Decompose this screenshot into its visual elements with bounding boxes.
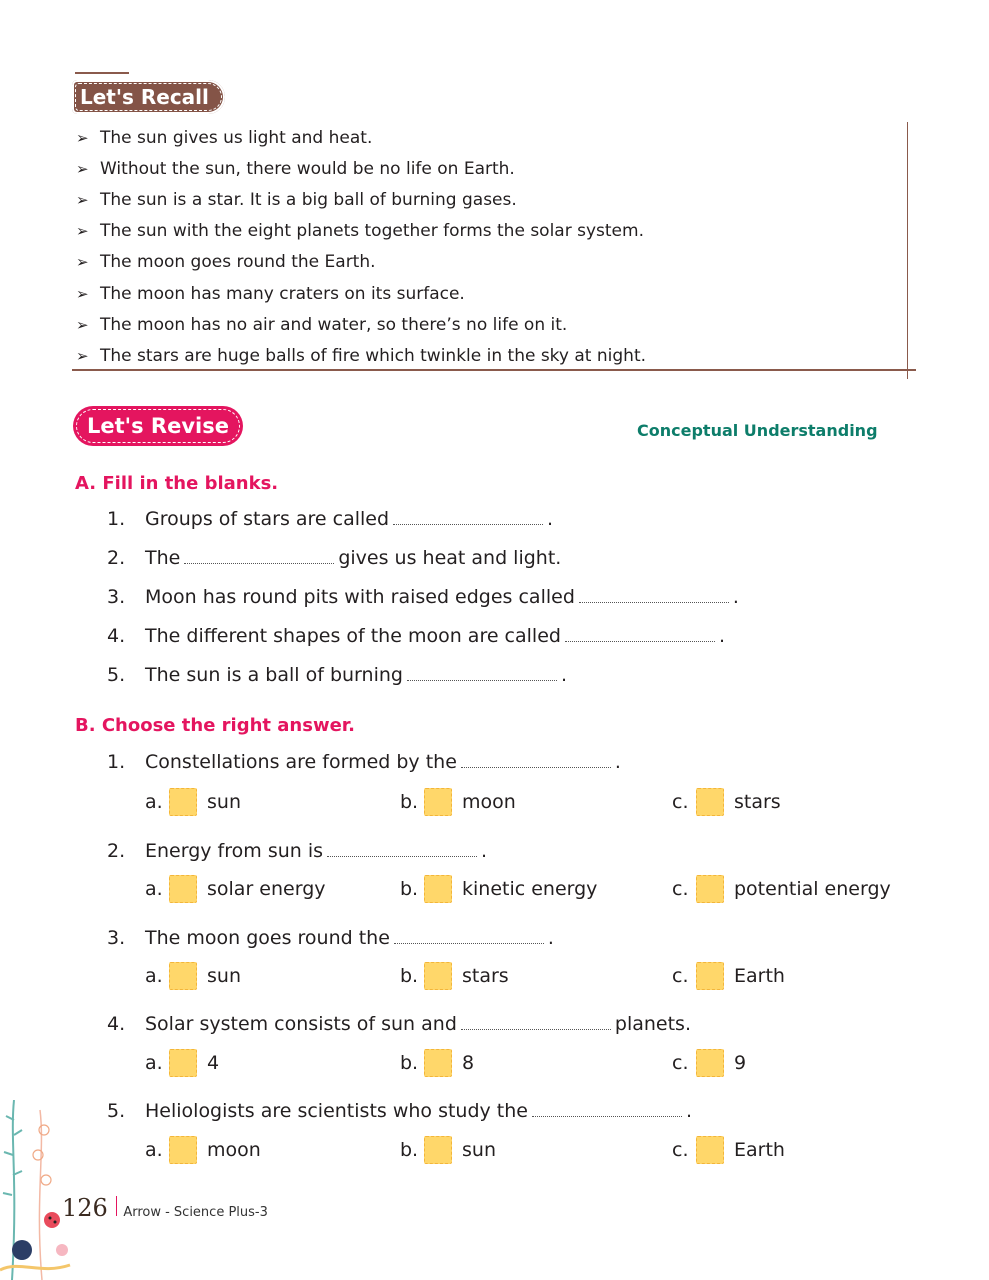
recall-list xyxy=(76,123,646,372)
answer-checkbox[interactable] xyxy=(424,1136,452,1164)
recall-item: ➢ The moon has many craters on its surface. xyxy=(76,278,646,309)
answer-checkbox[interactable] xyxy=(696,875,724,903)
answer-checkbox[interactable] xyxy=(424,788,452,816)
mcq-option-b[interactable]: b. moon xyxy=(400,788,516,816)
blank-line[interactable] xyxy=(394,929,544,944)
mcq-option-c[interactable]: c. Earth xyxy=(672,1136,785,1164)
mcq-option-a[interactable]: a. 4 xyxy=(145,1049,219,1077)
fill-blank-question: 4. The different shapes of the moon are called . xyxy=(107,625,726,647)
mcq-option-c[interactable]: c. Earth xyxy=(672,962,785,990)
recall-border-vertical xyxy=(907,122,908,379)
lets-revise-badge: Let's Revise xyxy=(73,406,243,446)
mcq-question: 3. The moon goes round the . xyxy=(107,927,554,949)
answer-checkbox[interactable] xyxy=(169,875,197,903)
section-a-heading: A. Fill in the blanks. xyxy=(75,473,279,494)
mcq-option-a[interactable]: a. solar energy xyxy=(145,875,326,903)
recall-item: ➢ The sun gives us light and heat. xyxy=(76,123,646,154)
fill-blank-question: 1. Groups of stars are called . xyxy=(107,508,554,530)
recall-item: ➢ The sun is a star. It is a big ball of burning gases. xyxy=(76,185,646,216)
mcq-option-b[interactable]: b. kinetic energy xyxy=(400,875,597,903)
mcq-option-c[interactable]: c. 9 xyxy=(672,1049,746,1077)
mcq-question: 4. Solar system consists of sun and planets. xyxy=(107,1013,691,1035)
answer-checkbox[interactable] xyxy=(424,875,452,903)
fill-blank-question: 2. The gives us heat and light. xyxy=(107,547,562,569)
page-number: 126 xyxy=(62,1194,108,1222)
recall-border-bottom xyxy=(72,369,916,371)
section-b-heading: B. Choose the right answer. xyxy=(75,715,355,736)
mcq-question: 5. Heliologists are scientists who study the . xyxy=(107,1100,693,1122)
arrow-bullet-icon: ➢ xyxy=(76,191,89,210)
recall-item: ➢ The moon goes round the Earth. xyxy=(76,247,646,278)
blank-line[interactable] xyxy=(579,588,729,603)
arrow-bullet-icon: ➢ xyxy=(76,346,89,365)
recall-item: ➢ The moon has no air and water, so there’s no life on it. xyxy=(76,310,646,341)
page-footer xyxy=(62,1194,268,1222)
recall-top-line xyxy=(75,72,129,74)
mcq-option-b[interactable]: b. sun xyxy=(400,1136,496,1164)
mcq-option-b[interactable]: b. stars xyxy=(400,962,509,990)
fill-blank-question: 3. Moon has round pits with raised edges called . xyxy=(107,586,739,608)
answer-checkbox[interactable] xyxy=(696,1136,724,1164)
blank-line[interactable] xyxy=(461,753,611,768)
mcq-option-c[interactable]: c. potential energy xyxy=(672,875,891,903)
floral-decoration-icon xyxy=(0,1100,80,1280)
mcq-question: 2. Energy from sun is . xyxy=(107,840,488,862)
lets-recall-badge: Let's Recall xyxy=(72,80,225,114)
fill-blank-question: 5. The sun is a ball of burning . xyxy=(107,664,568,686)
answer-checkbox[interactable] xyxy=(696,962,724,990)
answer-checkbox[interactable] xyxy=(169,1049,197,1077)
arrow-bullet-icon: ➢ xyxy=(76,129,89,148)
recall-item: ➢ The sun with the eight planets together forms the solar system. xyxy=(76,216,646,247)
recall-item: ➢ Without the sun, there would be no life on Earth. xyxy=(76,154,646,185)
answer-checkbox[interactable] xyxy=(169,962,197,990)
answer-checkbox[interactable] xyxy=(169,1136,197,1164)
arrow-bullet-icon: ➢ xyxy=(76,315,89,334)
recall-item: ➢ The stars are huge balls of fire which twinkle in the sky at night. xyxy=(76,341,646,372)
blank-line[interactable] xyxy=(184,549,334,564)
mcq-question: 1. Constellations are formed by the . xyxy=(107,751,621,773)
blank-line[interactable] xyxy=(393,510,543,525)
answer-checkbox[interactable] xyxy=(169,788,197,816)
mcq-option-a[interactable]: a. sun xyxy=(145,788,241,816)
blank-line[interactable] xyxy=(407,666,557,681)
mcq-option-b[interactable]: b. 8 xyxy=(400,1049,474,1077)
conceptual-understanding-label: Conceptual Understanding xyxy=(637,421,878,440)
answer-checkbox[interactable] xyxy=(424,962,452,990)
arrow-bullet-icon: ➢ xyxy=(76,253,89,272)
footer-divider xyxy=(116,1196,118,1216)
arrow-bullet-icon: ➢ xyxy=(76,284,89,303)
book-title: Arrow - Science Plus-3 xyxy=(123,1205,268,1220)
answer-checkbox[interactable] xyxy=(696,1049,724,1077)
blank-line[interactable] xyxy=(532,1102,682,1117)
mcq-option-a[interactable]: a. moon xyxy=(145,1136,261,1164)
arrow-bullet-icon: ➢ xyxy=(76,222,89,241)
mcq-option-a[interactable]: a. sun xyxy=(145,962,241,990)
mcq-option-c[interactable]: c. stars xyxy=(672,788,781,816)
blank-line[interactable] xyxy=(461,1015,611,1030)
answer-checkbox[interactable] xyxy=(696,788,724,816)
blank-line[interactable] xyxy=(565,627,715,642)
blank-line[interactable] xyxy=(327,842,477,857)
arrow-bullet-icon: ➢ xyxy=(76,160,89,179)
answer-checkbox[interactable] xyxy=(424,1049,452,1077)
